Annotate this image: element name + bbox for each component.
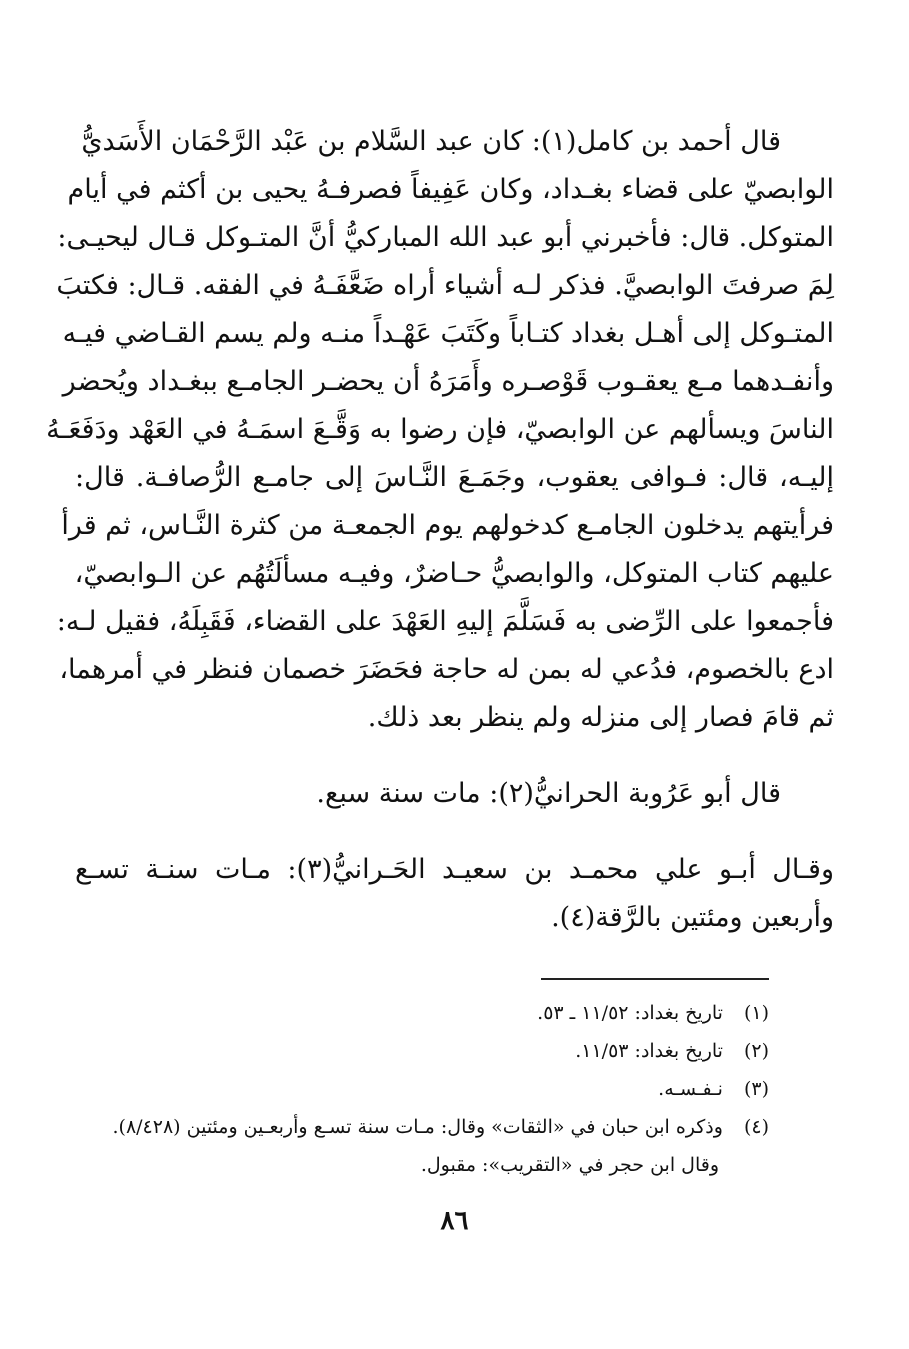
footnote-number: (١) [743, 1002, 769, 1024]
body-line: الناسَ ويسألهم عن الوابصيّ، فإن رضوا به وَقَّـعَ اسمَـهُ في العَهْد ودَفَعَـهُ [46, 414, 834, 445]
body-line: فرأيتهم يدخلون الجامـع كدخولهم يوم الجمعـة من كثرة النَّـاس، ثم قرأ [61, 510, 834, 541]
body-line: فأجمعوا على الرِّضى به فَسَلَّمَ إليهِ العَهْدَ على القضاء، فَقَبِلَهُ، فقيل لـه: [56, 606, 834, 637]
body-line: ادع بالخصوم، فدُعي له بمن له حاجة فحَضَرَ خصمان فنظر في أمرهما، [59, 654, 834, 685]
body-line: عليهم كتاب المتوكل، والوابصيُّ حـاضرٌ، وفيـه مسألَتُهُم عن الـوابصيّ، [74, 558, 834, 589]
footnote-text: نـفـسـه. [658, 1078, 723, 1100]
footnote [658, 1070, 769, 1108]
page-number: ٨٦ [440, 1206, 469, 1236]
body-line: لِمَ صرفتَ الوابصيَّ. فذكر لـه أشياء أراه ضَعَّفَـهُ في الفقه. قـال: فكتبَ [56, 270, 834, 301]
footnote-text: تاريخ بغداد: ١١/٥٢ ـ ٥٣. [537, 1002, 723, 1024]
footnote [575, 1032, 769, 1070]
footnote-continuation: وقال ابن حجر في «التقريب»: مقبول. [420, 1154, 719, 1176]
body-line: قال أحمد بن كامل(١): كان عبد السَّلام بن عَبْد الرَّحْمَان الأَسَديُّ [81, 126, 781, 157]
body-line: قال أبو عَرُوبة الحرانيُّ(٢): مات سنة سبع. [316, 778, 781, 809]
footnote-number: (٤) [743, 1116, 769, 1138]
footnote-number: (٢) [743, 1040, 769, 1062]
body-line: المتـوكل إلى أهـل بغداد كتـاباً وكَتَبَ عَهْـداً منـه ولم يسم القـاضي فيـه [62, 318, 834, 349]
body-line: ثم قامَ فصار إلى منزله ولم ينظر بعد ذلك. [367, 702, 834, 733]
body-line: المتوكل. قال: فأخبرني أبو عبد الله المباركيُّ أنَّ المتـوكل قـال ليحيـى: [57, 222, 834, 253]
footnote-text: تاريخ بغداد: ١١/٥٣. [575, 1040, 723, 1062]
footnote-number: (٣) [743, 1078, 769, 1100]
body-line: وقـال أبـو علي محمـد بن سعيـد الحَـرانيُّ(٣): مـات سنـة تسـع [75, 854, 834, 885]
body-line: الوابصيّ على قضاء بغـداد، وكان عَفِيفاً فصرفـهُ يحيى بن أكثم في أيام [67, 174, 834, 205]
footnote-separator [541, 978, 769, 980]
body-line: إليـه، قال: فـوافى يعقوب، وجَمَـعَ النَّـاسَ إلى جامـع الرُّصافـة. قال: [75, 462, 834, 493]
body-line: وأنفـدهما مـع يعقـوب قَوْصـره وأَمَرَهُ أن يحضـر الجامـع ببغـداد ويُحضر [62, 366, 834, 397]
footnote [537, 994, 769, 1032]
footnote [112, 1108, 769, 1146]
footnote-text: وذكره ابن حبان في «الثقات» وقال: مـات سنة تسـع وأربعـين ومئتين (٨/٤٢٨). [112, 1116, 723, 1138]
body-line: وأربعين ومئتين بالرَّقة(٤). [551, 902, 834, 933]
